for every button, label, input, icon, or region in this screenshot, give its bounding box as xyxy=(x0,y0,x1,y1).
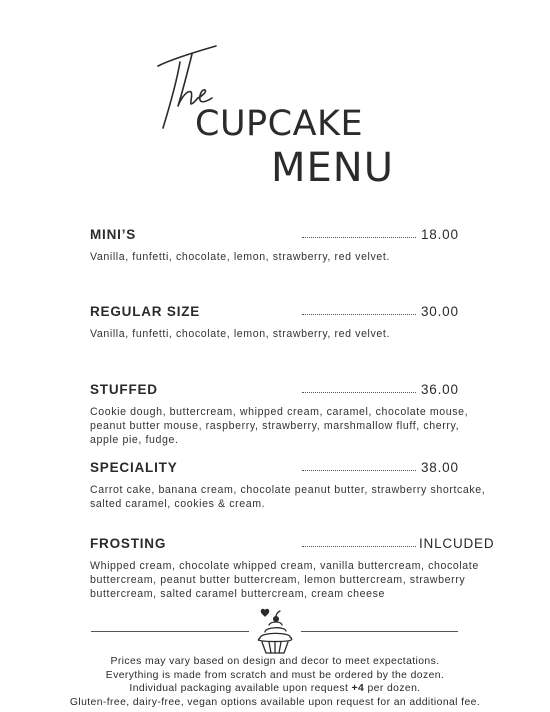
footer-line: Gluten-free, dairy-free, vegan options available upon request for an additional fee. xyxy=(69,696,481,708)
item-description: Carrot cake, banana cream, chocolate peanut butter, strawberry shortcake, salted caramel, cookies & cream. xyxy=(90,484,486,510)
item-description: Whipped cream, chocolate whipped cream, vanilla buttercream, chocolate buttercream, peanut butter buttercream, lemon buttercream, strawberry buttercream, salted caramel buttercream, cream cheese xyxy=(90,560,479,600)
dot-leader xyxy=(302,470,416,471)
menu-item-minis xyxy=(90,226,510,264)
divider-left xyxy=(91,631,249,632)
footer-notes xyxy=(0,655,550,709)
item-price: 36.00 xyxy=(421,382,459,397)
item-description: Cookie dough, buttercream, whipped cream, caramel, chocolate mouse, peanut butter mouse, raspberry, strawberry, marshmallow fluff, cherry, apple pie, fudge. xyxy=(90,406,469,446)
menu-item-frosting xyxy=(90,535,510,601)
dot-leader xyxy=(302,237,416,238)
item-name: STUFFED xyxy=(90,382,158,397)
title-menu: MENU xyxy=(271,145,394,191)
divider-right xyxy=(301,631,458,632)
dot-leader xyxy=(302,392,416,393)
footer-text: Individual packaging available upon request xyxy=(129,683,352,694)
item-price: INLCUDED xyxy=(419,536,495,551)
item-price: 30.00 xyxy=(421,304,459,319)
item-price: 38.00 xyxy=(421,460,459,475)
item-name: SPECIALITY xyxy=(90,460,178,475)
item-description: Vanilla, funfetti, chocolate, lemon, strawberry, red velvet. xyxy=(90,251,390,263)
item-price: 18.00 xyxy=(421,227,459,242)
footer-plus: +4 xyxy=(351,683,365,694)
menu-item-stuffed xyxy=(90,381,510,447)
footer-line: Prices may vary based on design and decor to meet expectations. xyxy=(110,656,440,667)
item-name: FROSTING xyxy=(90,536,167,551)
dot-leader xyxy=(302,546,416,547)
item-name: MINI’S xyxy=(90,227,137,242)
footer-line xyxy=(0,682,550,696)
menu-item-speciality xyxy=(90,459,510,511)
menu-item-regular-size xyxy=(90,303,510,341)
title-cupcake: CUPCAKE xyxy=(195,104,364,144)
item-name: REGULAR SIZE xyxy=(90,304,201,319)
footer-text: per dozen. xyxy=(364,683,421,694)
footer-line: Everything is made from scratch and must be ordered by the dozen. xyxy=(105,669,445,681)
cupcake-icon xyxy=(252,605,298,655)
item-description: Vanilla, funfetti, chocolate, lemon, strawberry, red velvet. xyxy=(90,328,390,340)
dot-leader xyxy=(302,314,416,315)
